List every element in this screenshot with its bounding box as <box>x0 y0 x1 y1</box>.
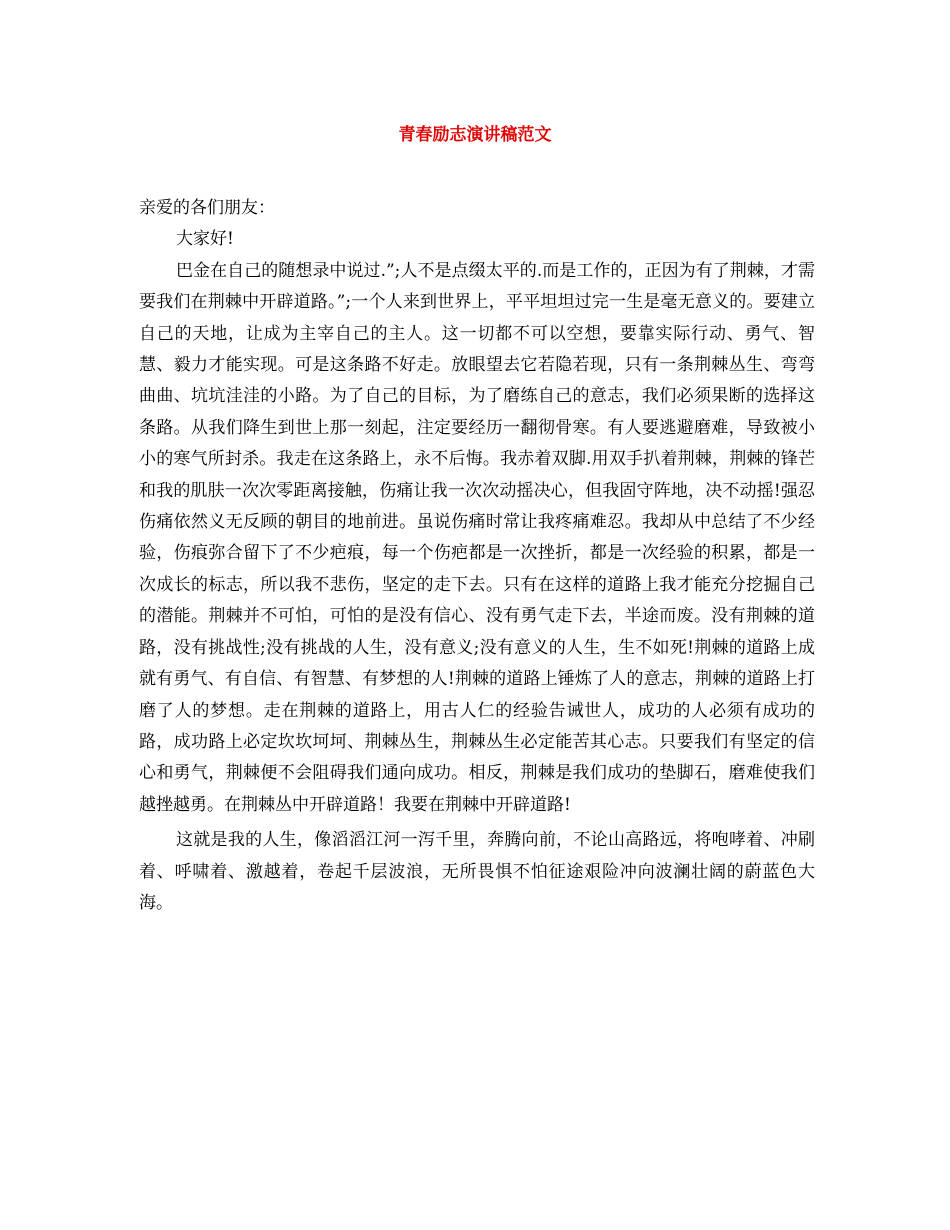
body-paragraph-1: 巴金在自己的随想录中说过.”;人不是点缀太平的.而是工作的，正因为有了荆棘，才需要我们在荆棘中开辟道路。”;一个人来到世界上，平平坦坦过完一生是毫无意义的。要建立自己的天地，让成为主宰自己的主人。这一切都不可以空想，要靠实际行动、勇气、智慧、毅力才能实现。可是这条路不好走。放眼望去它若隐若现，只有一条荆棘丛生、弯弯曲曲、坑坑洼洼的小路。为了自己的目标，为了磨练自己的意志，我们必须果断的选择这条路。从我们降生到世上那一刻起，注定要经历一翻彻骨寒。有人要逃避磨难，导致被小小的寒气所封杀。我走在这条路上，永不后悔。我赤着双脚.用双手扒着荆棘，荆棘的锋芒和我的肌肤一次次零距离接触，伤痛让我一次次动摇决心，但我固守阵地，决不动摇!强忍伤痛依然义无反顾的朝目的地前进。虽说伤痛时常让我疼痛难忍。我却从中总结了不少经验，伤痕弥合留下了不少疤痕，每一个伤疤都是一次挫折，都是一次经验的积累，都是一次成长的标志，所以我不悲伤，坚定的走下去。只有在这样的道路上我才能充分挖掘自己的潜能。荆棘并不可怕，可怕的是没有信心、没有勇气走下去，半途而废。没有荆棘的道路，没有挑战性;没有挑战的人生，没有意义;没有意义的人生，生不如死!荆棘的道路上成就有勇气、有自信、有智慧、有梦想的人!荆棘的道路上锤炼了人的意志，荆棘的道路上打磨了人的梦想。走在荆棘的道路上，用古人仁的经验告诫世人，成功的人必须有成功的路，成功路上必定坎坎坷坷、荆棘丛生，荆棘丛生必定能苦其心志。只要我们有坚定的信心和勇气，荆棘便不会阻碍我们通向成功。相反，荆棘是我们成功的垫脚石，磨难使我们越挫越勇。在荆棘丛中开辟道路！我要在荆棘中开辟道路! <box>139 260 815 815</box>
salutation: 亲爱的各们朋友： <box>139 198 275 218</box>
document-body <box>139 193 815 919</box>
greeting: 大家好! <box>176 229 234 250</box>
body-paragraph-2: 这就是我的人生，像滔滔江河一泻千里，奔腾向前，不论山高路远，将咆哮着、冲刷着、呼啸着、激越着，卷起千层波浪，无所畏惧不怕征途艰险冲向波澜壮阔的蔚蓝色大海。 <box>139 830 815 913</box>
document-title: 青春励志演讲稿范文 <box>398 125 552 145</box>
